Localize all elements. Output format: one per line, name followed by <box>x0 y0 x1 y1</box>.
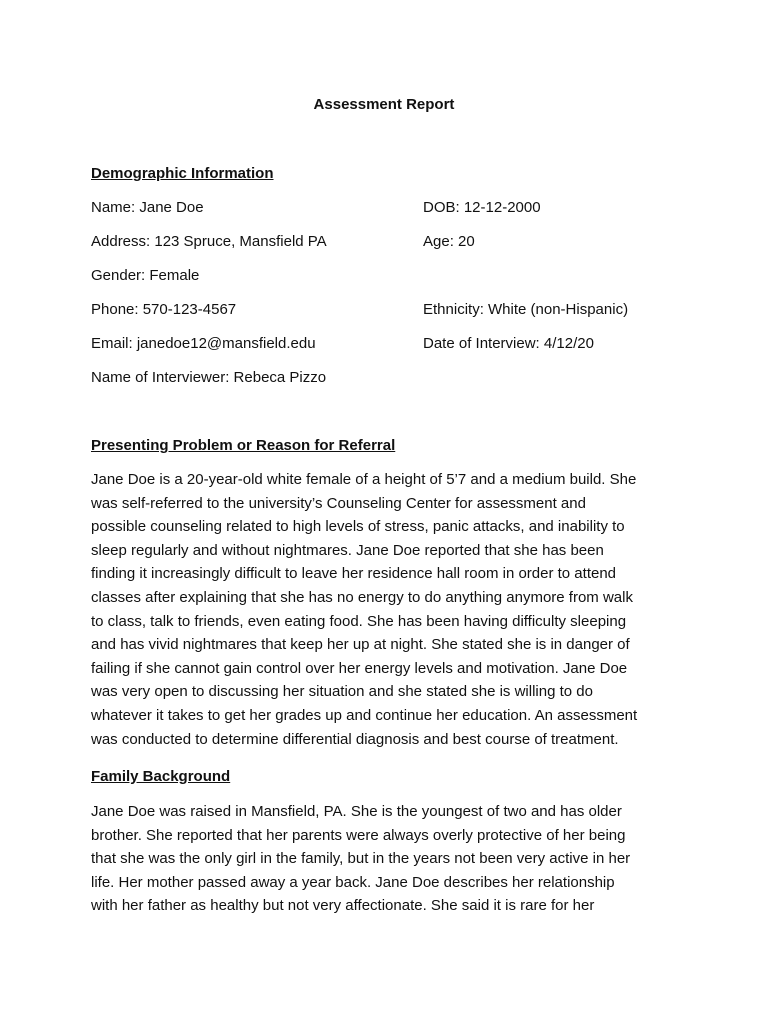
ethnicity-field: Ethnicity: White (non-Hispanic) <box>423 301 629 318</box>
age-field: Age: 20 <box>423 233 475 250</box>
phone-field: Phone: 570-123-4567 <box>91 301 237 318</box>
paragraph-line: finding it increasingly difficult to leave her residence hall room in order to attend <box>91 565 617 583</box>
paragraph-line: and has vivid nightmares that keep her up at night. She stated she is in danger of <box>91 636 630 654</box>
name-field: Name: Jane Doe <box>91 199 204 216</box>
paragraph-line: with her father as healthy but not very affectionate. She said it is rare for her <box>91 897 595 915</box>
family-background-paragraph <box>91 800 681 918</box>
email-field: Email: janedoe12@mansfield.edu <box>91 335 316 352</box>
presenting-problem-heading: Presenting Problem or Reason for Referral <box>91 437 396 454</box>
family-background-heading: Family Background <box>91 768 231 785</box>
paragraph-line: classes after explaining that she has no energy to do anything anymore from walk <box>91 588 633 606</box>
paragraph-line: was very open to discussing her situation and she stated she is willing to do <box>91 683 593 701</box>
paragraph-line: was conducted to determine differential diagnosis and best course of treatment. <box>91 730 619 748</box>
paragraph-line: Jane Doe is a 20-year-old white female of a height of 5’7 and a medium build. She <box>91 471 637 488</box>
paragraph-line: failing if she cannot gain control over her energy levels and motivation. Jane Doe <box>91 659 628 677</box>
interview-date-field: Date of Interview: 4/12/20 <box>423 335 594 352</box>
paragraph-line: whatever it takes to get her grades up and continue her education. An assessment <box>91 706 638 724</box>
address-field: Address: 123 Spruce, Mansfield PA <box>91 233 327 250</box>
dob-field: DOB: 12-12-2000 <box>423 199 541 216</box>
interviewer-field: Name of Interviewer: Rebeca Pizzo <box>91 369 327 386</box>
demographic-heading: Demographic Information <box>91 165 274 182</box>
paragraph-line: Jane Doe was raised in Mansfield, PA. She is the youngest of two and has older <box>91 803 622 820</box>
paragraph-line: life. Her mother passed away a year back. Jane Doe describes her relationship <box>91 873 615 891</box>
gender-field: Gender: Female <box>91 267 200 284</box>
paragraph-line: brother. She reported that her parents were always overly protective of her being <box>91 826 626 844</box>
paragraph-line: possible counseling related to high levels of stress, panic attacks, and inability to <box>91 518 625 536</box>
report-title: Assessment Report <box>313 96 455 113</box>
paragraph-line: that she was the only girl in the family, but in the years not been very active in her <box>91 850 631 868</box>
presenting-problem-paragraph <box>91 468 681 751</box>
paragraph-line: was self-referred to the university’s Counseling Center for assessment and <box>91 494 586 512</box>
paragraph-line: sleep regularly and without nightmares. Jane Doe reported that she has been <box>91 541 604 559</box>
paragraph-line: to class, talk to friends, even eating food. She has been having difficulty sleeping <box>91 612 627 630</box>
